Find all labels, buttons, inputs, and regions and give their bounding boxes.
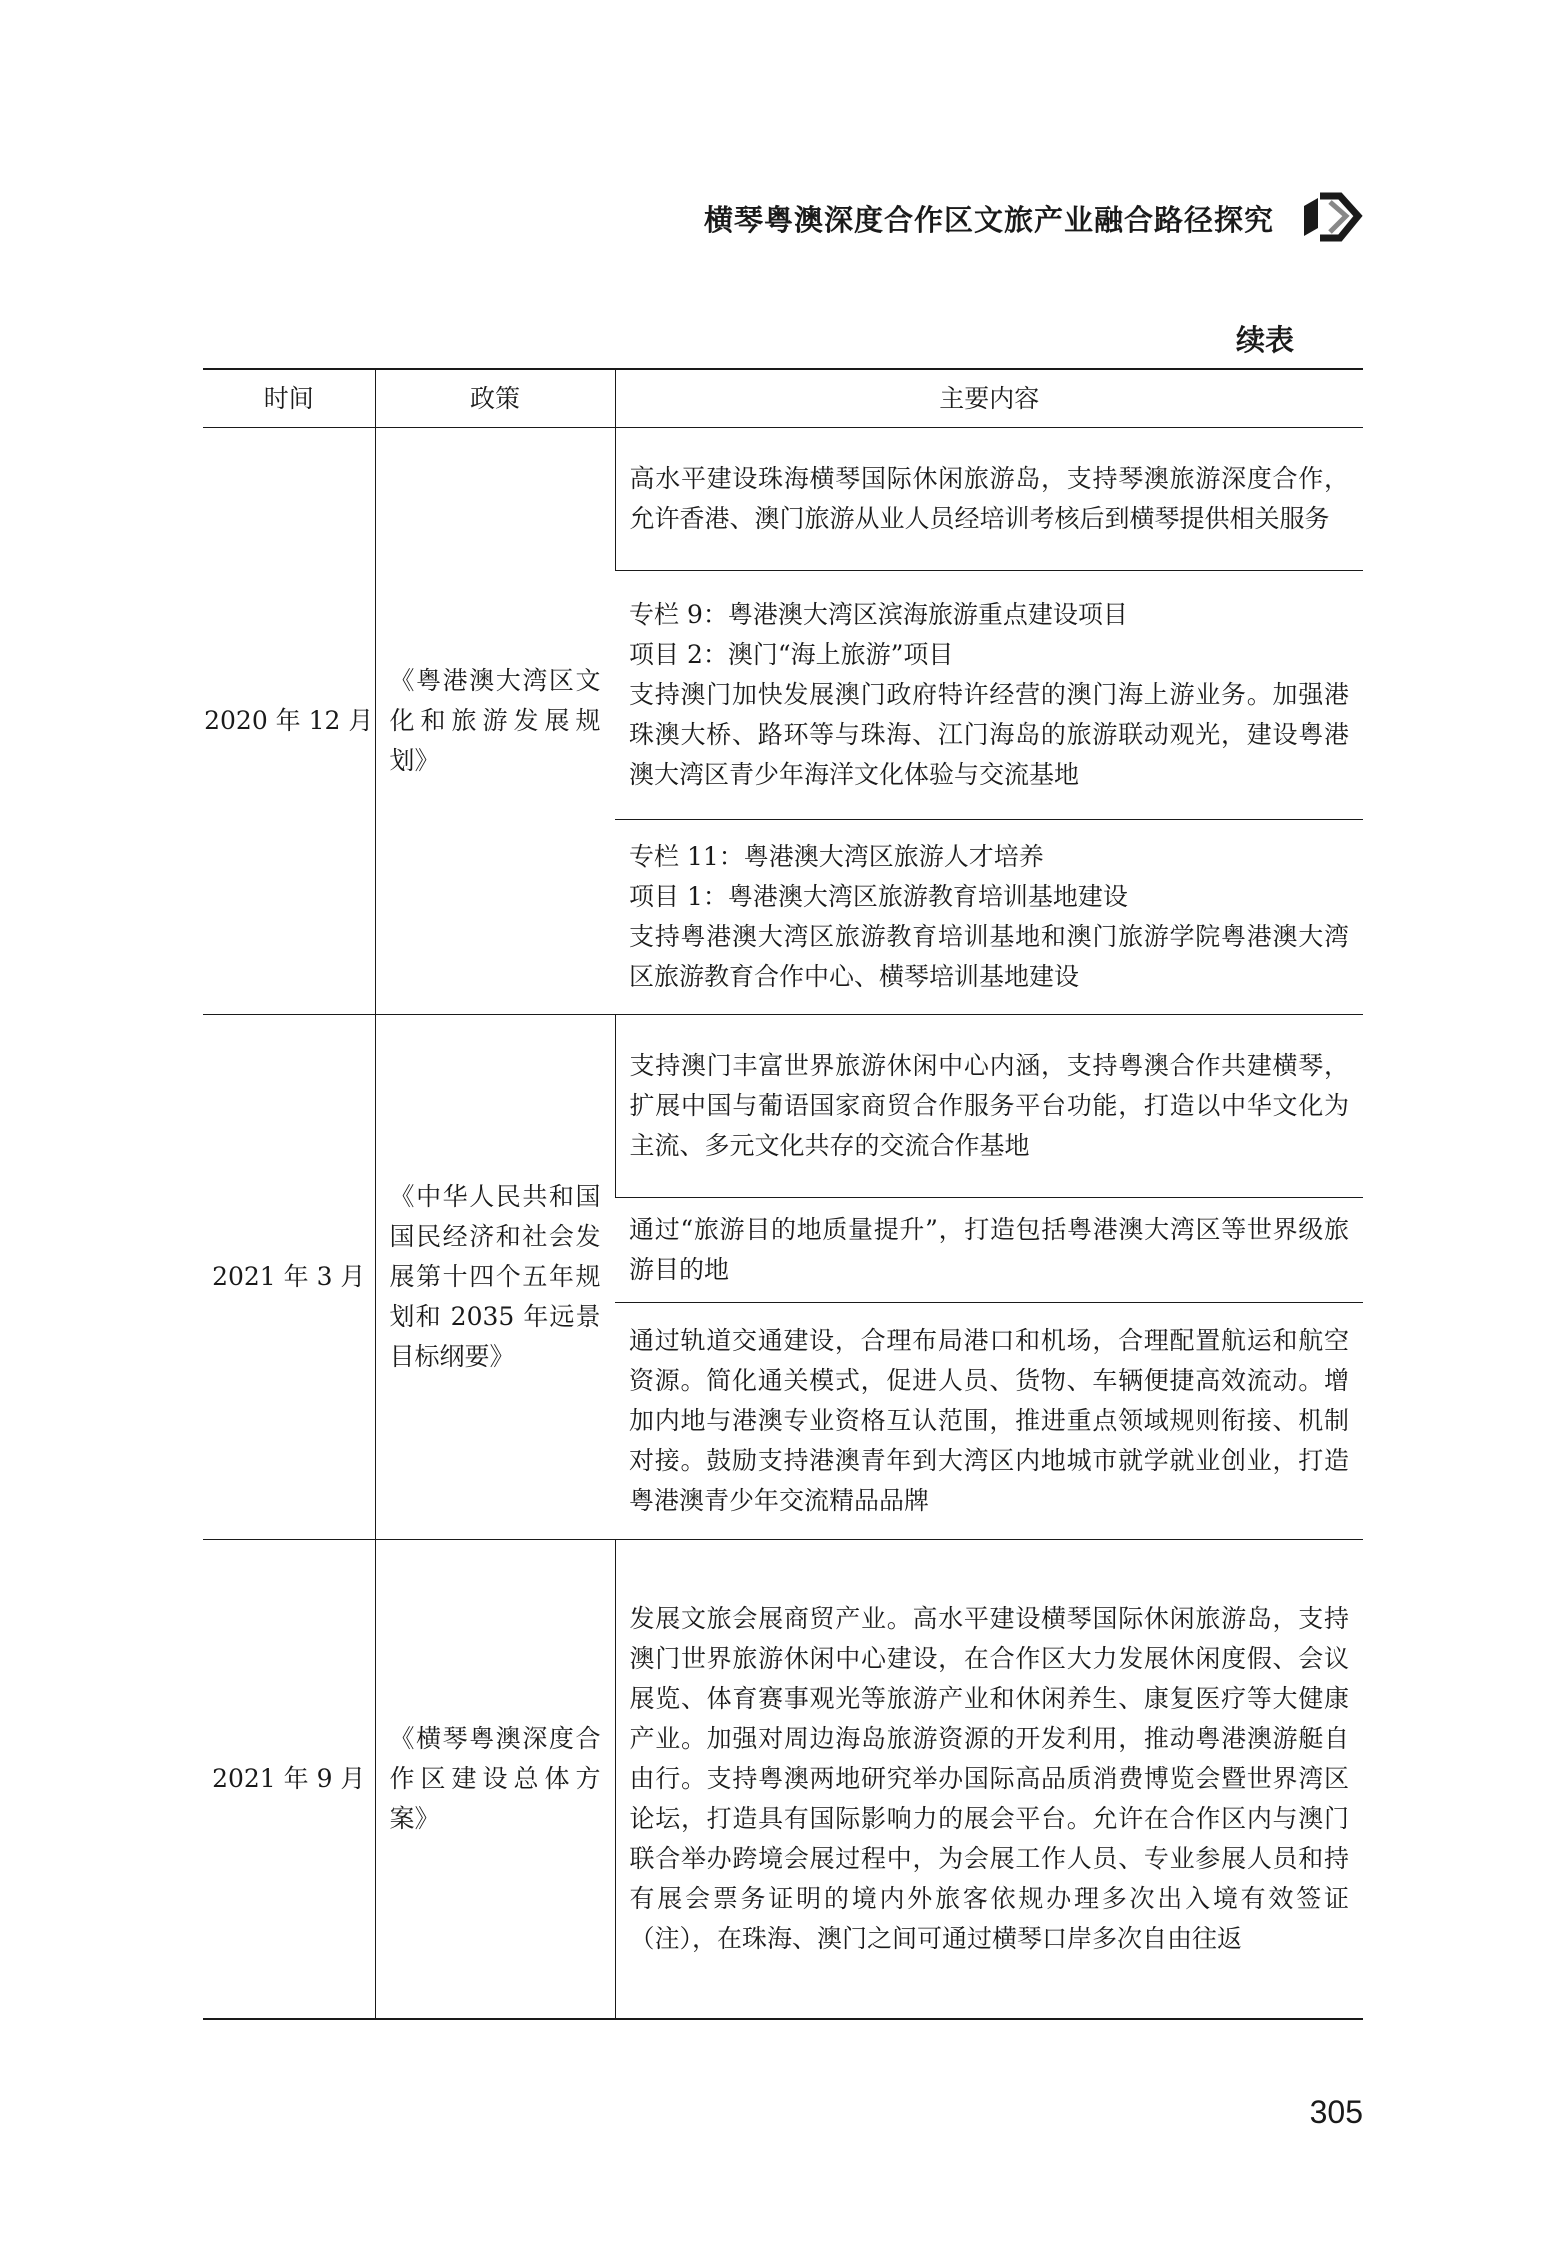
page-number: 305: [1309, 2094, 1363, 2130]
time-cell: 2021 年 3 月: [203, 1015, 375, 1540]
content-line: 专栏 9：粤港澳大湾区滨海旅游重点建设项目: [629, 600, 1128, 629]
content-cell: [615, 1015, 1363, 1198]
policy-cell: 《粤港澳大湾区文化和旅游发展规划》: [375, 428, 615, 1015]
time-cell: 2020 年 12 月: [203, 428, 375, 1015]
policy-cell: 《横琴粤澳深度合作区建设总体方案》: [375, 1540, 615, 2020]
content-cell: [615, 428, 1363, 571]
table-row: [203, 1540, 1363, 2020]
table-header-row: [203, 369, 1363, 428]
content-line: 专栏 11：粤港澳大湾区旅游人才培养: [629, 842, 1044, 871]
content-cell: [615, 571, 1363, 820]
content-line: 支持澳门丰富世界旅游休闲中心内涵，支持粤澳合作共建横琴，扩展中国与葡语国家商贸合作服务平台功能，打造以中华文化为主流、多元文化共存的交流合作基地: [629, 1051, 1349, 1160]
running-header-title: 横琴粤澳深度合作区文旅产业融合路径探究: [703, 203, 1274, 237]
policy-table: [203, 368, 1363, 2020]
content-cell: [615, 1540, 1363, 2020]
content-line: 支持澳门加快发展澳门政府特许经营的澳门海上游业务。加强港珠澳大桥、路环等与珠海、江门海岛的旅游联动观光，建设粤港澳大湾区青少年海洋文化体验与交流基地: [629, 680, 1349, 789]
content-cell: [615, 1198, 1363, 1303]
column-header-time: 时间: [203, 369, 375, 428]
continued-table-label: 续表: [1235, 323, 1294, 357]
column-header-content: 主要内容: [615, 369, 1363, 428]
policy-cell: 《中华人民共和国国民经济和社会发展第十四个五年规划和 2035 年远景目标纲要》: [375, 1015, 615, 1540]
content-line: 项目 2：澳门“海上旅游”项目: [629, 640, 954, 669]
column-header-policy: 政策: [375, 369, 615, 428]
time-cell: 2021 年 9 月: [203, 1540, 375, 2020]
content-line: 发展文旅会展商贸产业。高水平建设横琴国际休闲旅游岛，支持澳门世界旅游休闲中心建设，在合作区大力发展休闲度假、会议展览、体育赛事观光等旅游产业和休闲养生、康复医疗等大健康产业。加强对周边海岛旅游资源的开发利用，推动粤港澳游艇自由行。支持粤澳两地研究举办国际高品质消费博览会暨世界湾区论坛，打造具有国际影响力的展会平台。允许在合作区内与澳门联合举办跨境会展过程中，为会展工作人员、专业参展人员和持有展会票务证明的境内外旅客依规办理多次出入境有效签证（注），在珠海、澳门之间可通过横琴口岸多次自由往返: [629, 1604, 1349, 1953]
content-cell: [615, 820, 1363, 1015]
table-row: [203, 428, 1363, 571]
chevron-book-logo-icon: [1300, 188, 1370, 244]
content-cell: [615, 1303, 1363, 1540]
table-row: [203, 1015, 1363, 1198]
content-line: 项目 1：粤港澳大湾区旅游教育培训基地建设: [629, 882, 1128, 911]
content-line: 通过轨道交通建设，合理布局港口和机场，合理配置航运和航空资源。简化通关模式，促进人员、货物、车辆便捷高效流动。增加内地与港澳专业资格互认范围，推进重点领域规则衔接、机制对接。鼓励支持港澳青年到大湾区内地城市就学就业创业，打造粤港澳青少年交流精品品牌: [629, 1326, 1349, 1515]
content-line: 高水平建设珠海横琴国际休闲旅游岛，支持琴澳旅游深度合作，允许香港、澳门旅游从业人员经培训考核后到横琴提供相关服务: [629, 464, 1349, 533]
content-line: 通过“旅游目的地质量提升”，打造包括粤港澳大湾区等世界级旅游目的地: [629, 1215, 1349, 1284]
content-line: 支持粤港澳大湾区旅游教育培训基地和澳门旅游学院粤港澳大湾区旅游教育合作中心、横琴培训基地建设: [629, 922, 1349, 991]
